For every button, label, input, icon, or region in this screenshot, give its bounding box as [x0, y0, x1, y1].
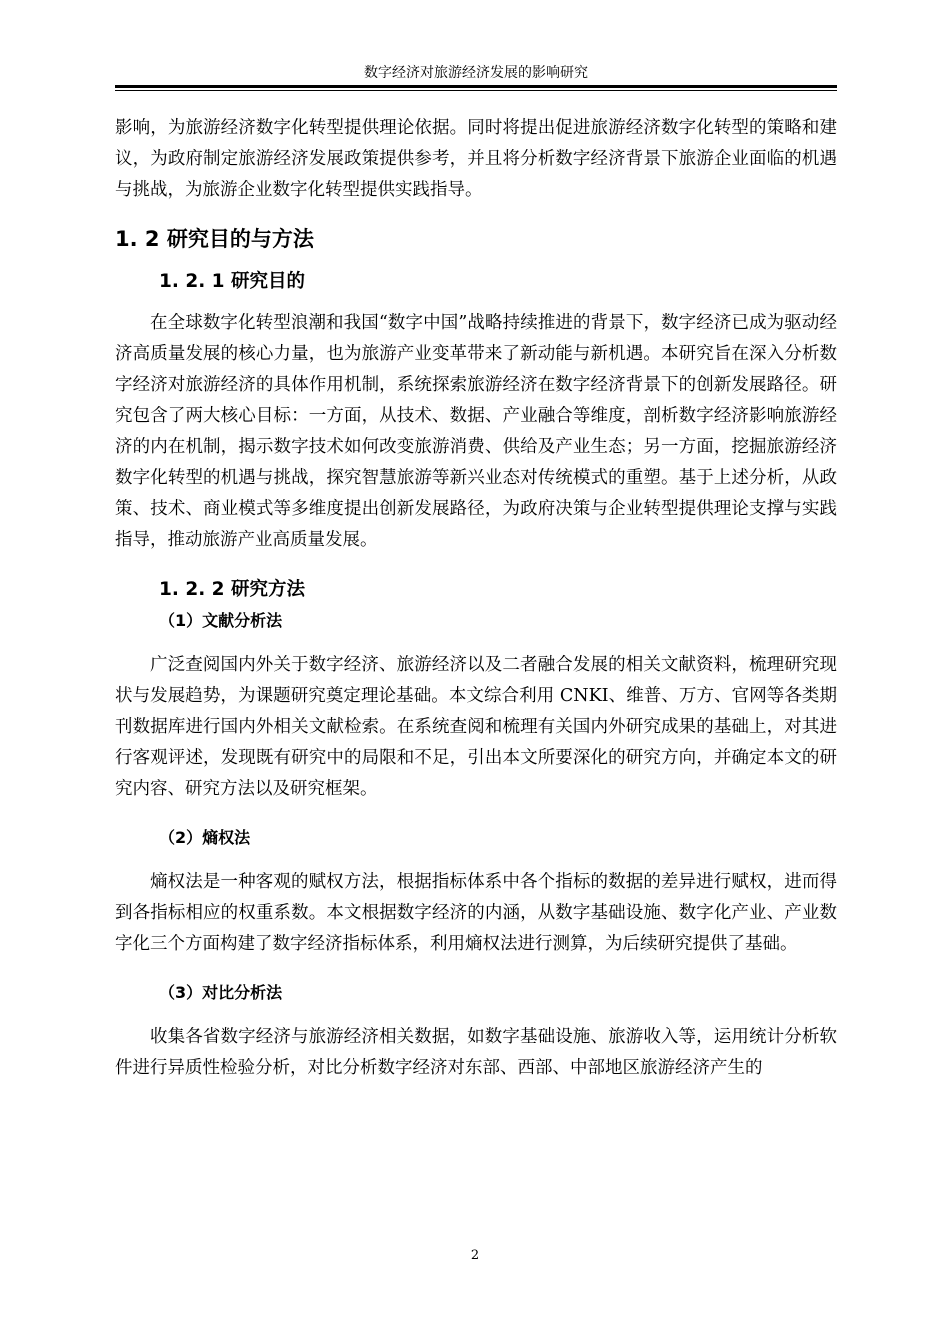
subsection-heading-1-2-1: 1. 2. 1 研究目的 [159, 271, 305, 292]
method-paragraph-entropy: 熵权法是一种客观的赋权方法，根据指标体系中各个指标的数据的差异进行赋权，进而得到各指标相应的权重系数。本文根据数字经济的内涵，从数字基础设施、数字化产业、产业数字化三个方面构建了数字经济指标体系，利用熵权法进行测算，为后续研究提供了基础。 [115, 872, 837, 954]
header-rule-thin [115, 90, 837, 91]
page-number: 2 [470, 1248, 480, 1263]
method-heading-entropy: （2）熵权法 [159, 828, 251, 847]
method-heading-literature: （1）文献分析法 [159, 611, 283, 630]
research-purpose-paragraph: 在全球数字化转型浪潮和我国“数字中国”战略持续推进的背景下，数字经济已成为驱动经济高质量发展的核心力量，也为旅游产业变革带来了新动能与新机遇。本研究旨在深入分析数字经济对旅游经济的具体作用机制，系统探索旅游经济在数字经济背景下的创新发展路径。研究包含了两大核心目标：一方面，从技术、数据、产业融合等维度，剖析数字经济影响旅游经济的内在机制，揭示数字技术如何改变旅游消费、供给及产业生态；另一方面，挖掘旅游经济数字化转型的机遇与挑战，探究智慧旅游等新兴业态对传统模式的重塑。基于上述分析，从政策、技术、商业模式等多维度提出创新发展路径，为政府决策与企业转型提供理论支撑与实践指导，推动旅游产业高质量发展。 [115, 313, 837, 550]
method-paragraph-literature: 广泛查阅国内外关于数字经济、旅游经济以及二者融合发展的相关文献资料，梳理研究现状与发展趋势，为课题研究奠定理论基础。本文综合利用 CNKI、维普、万方、官网等各类期刊数据库进行国内外相关文献检索。在系统查阅和梳理有关国内外研究成果的基础上，对其进行客观评述，发现既有研究中的局限和不足，引出本文所要深化的研究方向，并确定本文的研究内容、研究方法以及研究框架。 [115, 655, 837, 799]
subsection-heading-1-2-2: 1. 2. 2 研究方法 [159, 579, 305, 600]
intro-paragraph: 影响，为旅游经济数字化转型提供理论依据。同时将提出促进旅游经济数字化转型的策略和建议，为政府制定旅游经济发展政策提供参考，并且将分析数字经济背景下旅游企业面临的机遇与挑战，为旅游企业数字化转型提供实践指导。 [115, 118, 837, 200]
method-heading-comparison: （3）对比分析法 [159, 983, 283, 1002]
page-body [115, 113, 837, 1084]
running-header-title: 数字经济对旅游经济发展的影响研究 [364, 65, 588, 81]
section-heading-1-2: 1. 2 研究目的与方法 [115, 227, 314, 251]
method-paragraph-comparison: 收集各省数字经济与旅游经济相关数据，如数字基础设施、旅游收入等，运用统计分析软件进行异质性检验分析，对比分析数字经济对东部、西部、中部地区旅游经济产生的 [115, 1027, 837, 1078]
header-rule-thick [115, 85, 837, 88]
